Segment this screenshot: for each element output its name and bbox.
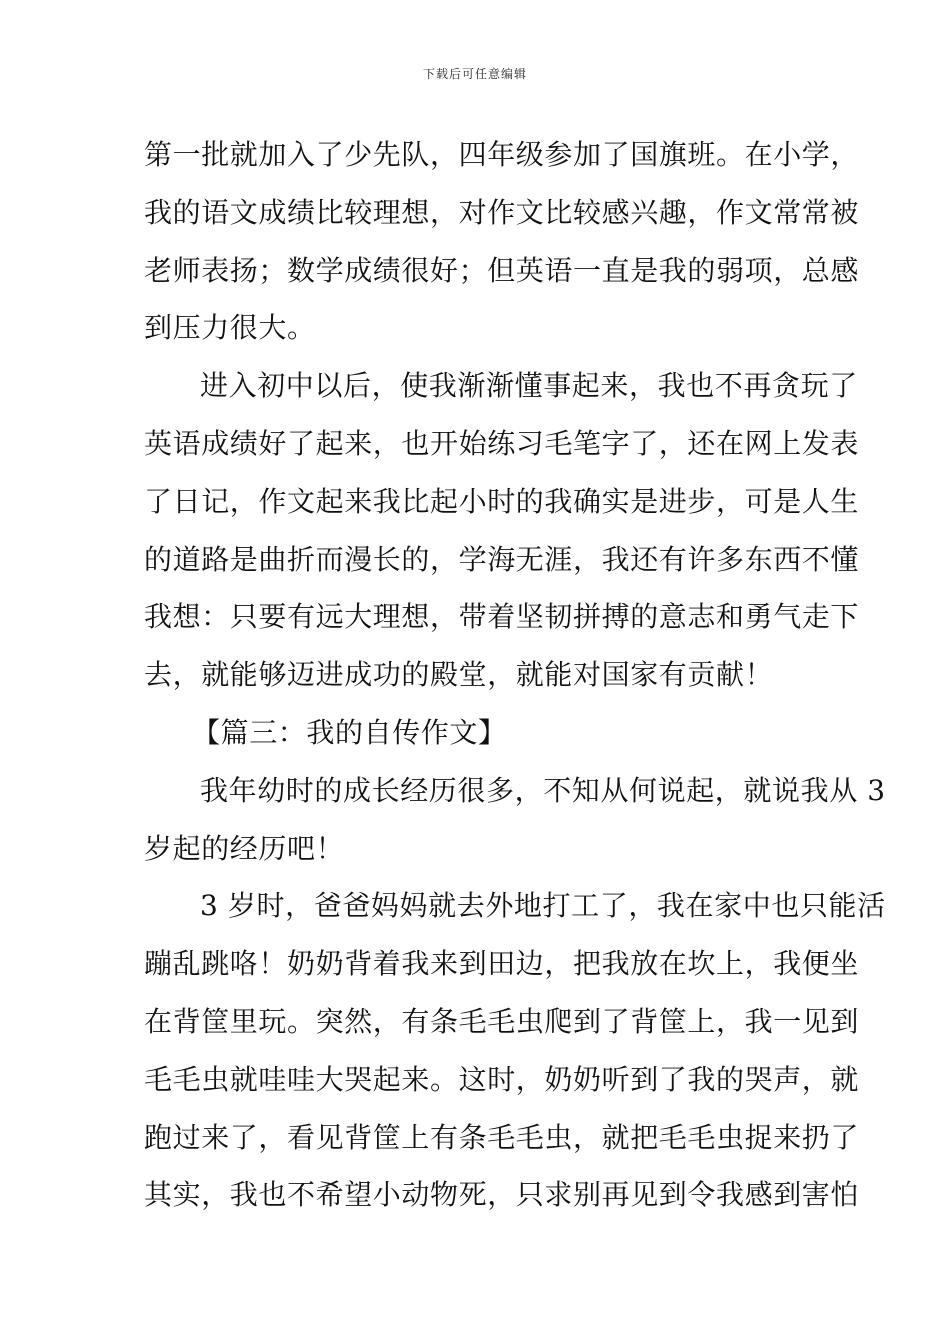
text-line: 的道路是曲折而漫长的，学海无涯，我还有许多东西不懂 [144, 542, 860, 576]
text-line: 岁起的经历吧！ [144, 831, 345, 865]
text-line: 蹦乱跳咯！奶奶背着我来到田边，把我放在坎上，我便坐 [144, 947, 860, 981]
text-line: 跑过来了，看见背筐上有条毛毛虫，就把毛毛虫捉来扔了 [144, 1120, 860, 1154]
text-line: 在背筐里玩。突然，有条毛毛虫爬到了背筐上，我一见到 [144, 1004, 860, 1038]
text-line: 其实，我也不希望小动物死，只求别再见到令我感到害怕 [144, 1178, 860, 1212]
paragraph-start-line: 我年幼时的成长经历很多，不知从何说起，就说我从 3 [200, 773, 886, 807]
text-line: 了日记，作文起来我比起小时的我确实是进步，可是人生 [144, 484, 860, 518]
text-line: 去，就能够迈进成功的殿堂，就能对国家有贡献！ [144, 658, 774, 692]
text-line: 到压力很大。 [144, 311, 316, 345]
page-header: 下载后可任意编辑 [422, 67, 527, 81]
section-heading: 【篇三：我的自传作文】 [192, 715, 507, 749]
body-text [144, 126, 886, 1224]
text-line: 第一批就加入了少先队，四年级参加了国旗班。在小学， [144, 138, 860, 171]
text-line: 毛毛虫就哇哇大哭起来。这时，奶奶听到了我的哭声，就 [144, 1062, 860, 1096]
paragraph-start-line: 3 岁时，爸爸妈妈就去外地打工了，我在家中也只能活 [200, 889, 886, 923]
paragraph-start-line: 进入初中以后，使我渐渐懂事起来，我也不再贪玩了 [200, 369, 858, 403]
text-line: 英语成绩好了起来，也开始练习毛笔字了，还在网上发表 [144, 426, 860, 460]
text-line: 我的语文成绩比较理想，对作文比较感兴趣，作文常常被 [144, 195, 860, 229]
text-line: 老师表扬；数学成绩很好；但英语一直是我的弱项，总感 [144, 253, 860, 287]
text-line: 我想：只要有远大理想，带着坚韧拼搏的意志和勇气走下 [144, 600, 860, 634]
